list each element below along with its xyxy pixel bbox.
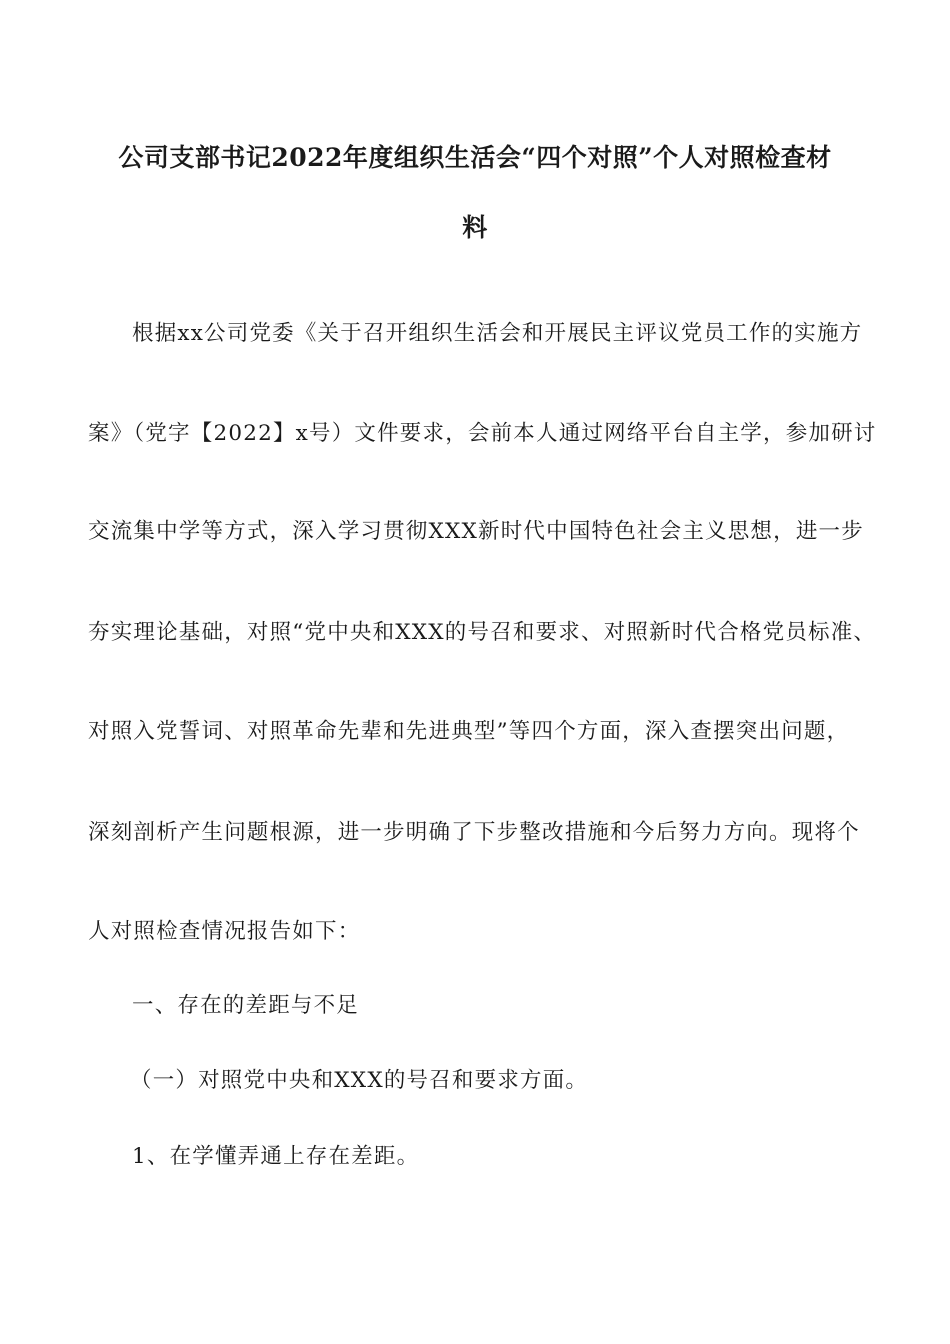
item-heading: 1、在学懂弄通上存在差距。 [132,1144,420,1169]
paragraph-line-1: 根据xx公司党委《关于召开组织生活会和开展民主评议党员工作的实施方 [132,321,863,346]
document-title-line-1: 公司支部书记2022年度组织生活会“四个对照”个人对照检查材 [118,143,832,172]
paragraph-line-5: 对照入党誓词、对照革命先辈和先进典型”等四个方面，深入查摆突出问题， [88,719,850,744]
paragraph-line-6: 深刻剖析产生问题根源，进一步明确了下步整改措施和今后努力方向。现将个 [88,820,860,845]
section-heading: 一、存在的差距与不足 [132,993,360,1018]
subsection-heading: （一）对照党中央和XXX的号召和要求方面。 [130,1068,589,1093]
paragraph-line-2: 案》（党字【2022】x号）文件要求，会前本人通过网络平台自主学，参加研讨 [88,421,877,446]
paragraph-line-3: 交流集中学等方式，深入学习贯彻XXX新时代中国特色社会主义思想，进一步 [88,519,864,544]
document-title-line-2: 料 [462,213,488,242]
paragraph-line-7: 人对照检查情况报告如下： [88,919,361,944]
paragraph-line-4: 夯实理论基础，对照“党中央和XXX的号召和要求、对照新时代合格党员标准、 [88,620,877,645]
